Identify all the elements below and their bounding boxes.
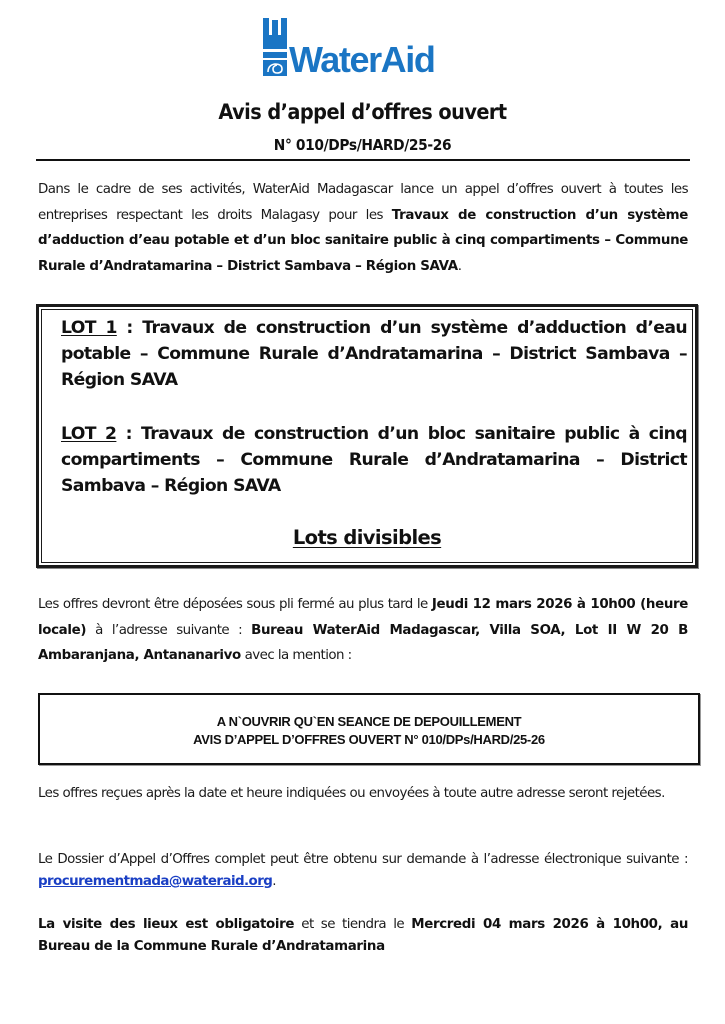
lot-1-description: Travaux de construction d’un système d’adduction d’eau potable – Commune Rurale d’Andratamarina – District Sambava – Région SAVA xyxy=(61,318,687,390)
lot-1-label: LOT 1 xyxy=(61,318,117,338)
dossier-paragraph xyxy=(38,849,688,893)
envelope-mention-box xyxy=(38,693,700,765)
lot-2-separator: : xyxy=(116,424,142,444)
lots-box xyxy=(36,304,698,568)
deadline-date: Jeudi 12 mars 2026 à 10h00 (heure locale) xyxy=(38,597,689,638)
deadline-text-1: Les offres devront être déposées sous pli fermé au plus tard le xyxy=(38,597,432,612)
mention-line-1: A N`OUVRIR QU`EN SEANCE DE DEPOUILLEMENT xyxy=(216,714,522,729)
site-visit-mandatory: La visite des lieux est obligatoire xyxy=(38,917,295,932)
dossier-text: Le Dossier d’Appel d’Offres complet peut être obtenu sur demande à l’adresse électronique suivante : xyxy=(38,852,688,867)
wateraid-wordmark: WaterAid xyxy=(289,39,435,80)
tender-reference: N° 010/DPs/HARD/25-26 xyxy=(273,136,452,154)
intro-end: . xyxy=(457,258,462,274)
site-visit-paragraph xyxy=(38,914,688,958)
intro-text: Dans le cadre de ses activités, WaterAid Madagascar lance un appel d’offres ouvert à toutes les entreprises respectant les droits Malagasy pour les xyxy=(38,182,688,223)
deadline-paragraph xyxy=(38,592,688,669)
lot-1 xyxy=(61,315,687,393)
dossier-end: . xyxy=(272,874,277,889)
site-visit-text: et se tiendra le xyxy=(294,917,412,932)
lots-divisibles-note: Lots divisibles xyxy=(292,526,442,549)
deadline-text-3: avec la mention : xyxy=(240,648,352,663)
deposit-address: Bureau WaterAid Madagascar, Villa SOA, Lot II W 20 B Ambaranjana, Antananarivo xyxy=(38,622,688,663)
site-visit-date-location: Mercredi 04 mars 2026 à 10h00, au Bureau de la Commune Rurale d’Andratamarina xyxy=(38,917,688,954)
lot-2 xyxy=(61,421,687,499)
lot-2-description: Travaux de construction d’un bloc sanitaire public à cinq compartiments – Commune Rurale d’Andratamarina – District Sambava – Région SAVA xyxy=(61,424,687,496)
title-divider xyxy=(36,159,690,161)
wateraid-hand-drop-icon xyxy=(263,18,287,76)
rejection-paragraph: Les offres reçues après la date et heure indiquées ou envoyées à toute autre adresse seront rejetées. xyxy=(38,786,665,801)
intro-paragraph xyxy=(38,177,688,279)
mention-line-2: AVIS D’APPEL D’OFFRES OUVERT N° 010/DPs/HARD/25-26 xyxy=(193,732,545,747)
wateraid-logo xyxy=(263,18,458,80)
procurement-email-link[interactable]: procurementmada@wateraid.org xyxy=(38,874,273,889)
intro-project-title: Travaux de construction d’un système d’adduction d’eau potable et d’un bloc sanitaire public à cinq compartiments – Commune Rurale d’Andratamarina – District Sambava – Région SAVA xyxy=(38,207,688,274)
deadline-text-2: à l’adresse suivante : xyxy=(86,622,252,638)
lot-1-separator: : xyxy=(116,318,143,338)
lot-2-label: LOT 2 xyxy=(61,424,117,444)
page-title: Avis d’appel d’offres ouvert xyxy=(218,100,507,124)
